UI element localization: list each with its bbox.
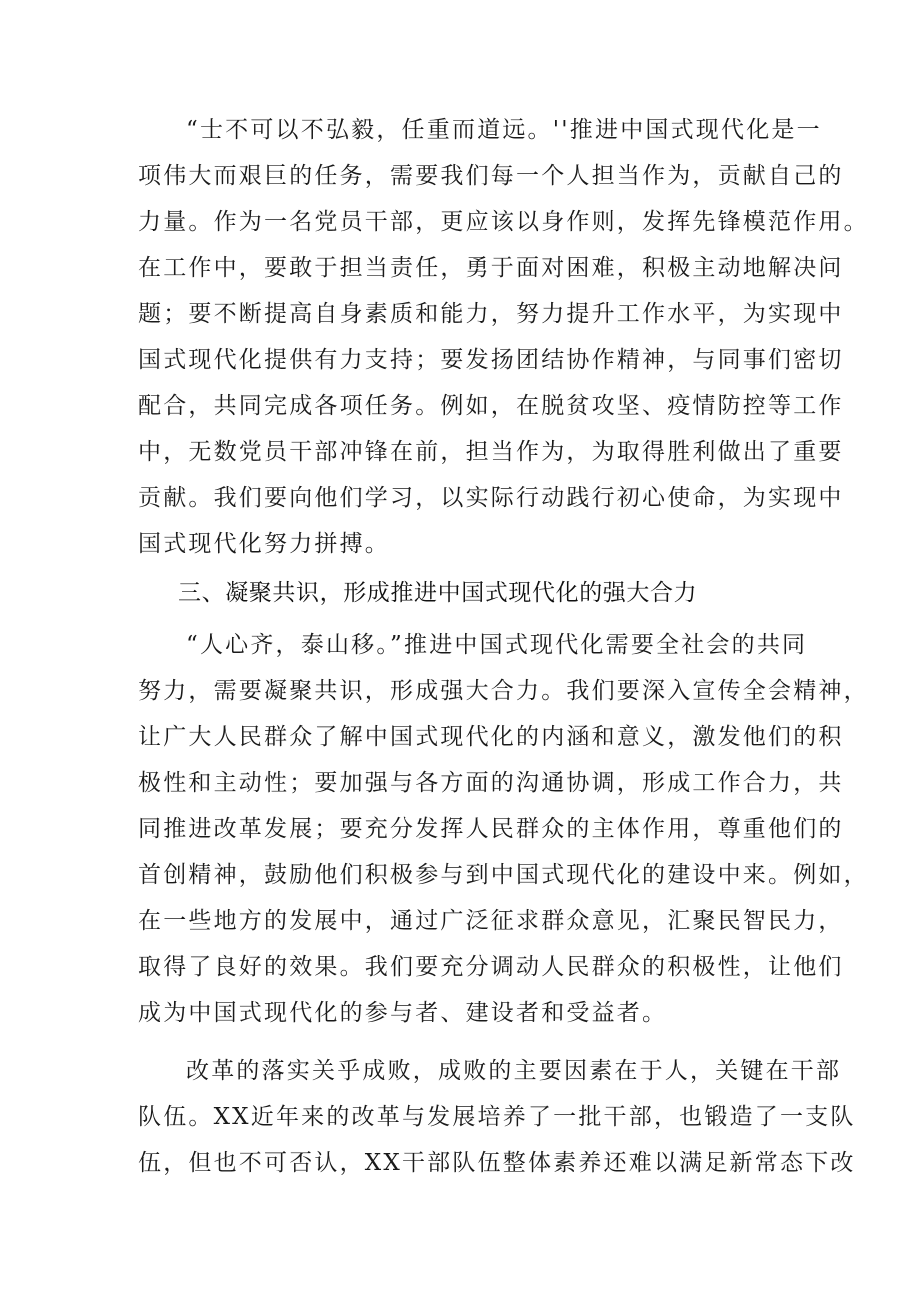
paragraph-2-line-7: 在一些地方的发展中，通过广泛征求群众意见，汇聚民智民力， (138, 908, 844, 934)
paragraph-1-line-3: 力量。作为一名党员干部，更应该以身作则，发挥先锋模范作用。 (138, 209, 869, 235)
paragraph-2-line-4: 极性和主动性；要加强与各方面的沟通协调，形成工作合力，共 (138, 770, 844, 796)
paragraph-2-line-3: 让广大人民群众了解中国式现代化的内涵和意义，激发他们的积 (138, 724, 844, 750)
paragraph-2-line-9: 成为中国式现代化的参与者、建设者和受益者。 (138, 1000, 668, 1026)
paragraph-1-line-10: 国式现代化努力拼搏。 (138, 531, 390, 557)
paragraph-2-line-1: “人心齐，泰山移。”推进中国式现代化需要全社会的共同 (186, 632, 808, 658)
paragraph-2-line-6: 首创精神，鼓励他们积极参与到中国式现代化的建设中来。例如， (138, 862, 869, 888)
paragraph-1-line-1: “士不可以不弘毅，任重而道远。''推进中国式现代化是一 (186, 117, 822, 143)
paragraph-1-line-4: 在工作中，要敢于担当责任，勇于面对困难，积极主动地解决问 (138, 255, 844, 281)
section-3-heading: 三、凝聚共识，形成推进中国式现代化的强大合力 (178, 580, 698, 606)
paragraph-2-line-8: 取得了良好的效果。我们要充分调动人民群众的积极性，让他们 (138, 954, 844, 980)
paragraph-3-line-2: 队伍。XX近年来的改革与发展培养了一批干部，也锻造了一支队 (138, 1104, 856, 1130)
paragraph-1-line-2: 项伟大而艰巨的任务，需要我们每一个人担当作为，贡献自己的 (138, 163, 844, 189)
paragraph-1-line-8: 中，无数党员干部冲锋在前，担当作为，为取得胜利做出了重要 (138, 439, 844, 465)
paragraph-2-line-5: 同推进改革发展；要充分发挥人民群众的主体作用，尊重他们的 (138, 816, 844, 842)
paragraph-1-line-6: 国式现代化提供有力支持；要发扬团结协作精神，与同事们密切 (138, 347, 844, 373)
paragraph-1-line-9: 贡献。我们要向他们学习，以实际行动践行初心使命，为实现中 (138, 485, 844, 511)
paragraph-1-line-5: 题；要不断提高自身素质和能力，努力提升工作水平，为实现中 (138, 301, 844, 327)
paragraph-3-line-3: 伍，但也不可否认，XX干部队伍整体素养还难以满足新常态下改 (138, 1150, 856, 1176)
paragraph-2-line-2: 努力，需要凝聚共识，形成强大合力。我们要深入宣传全会精神， (138, 678, 869, 704)
paragraph-1-line-7: 配合，共同完成各项任务。例如，在脱贫攻坚、疫情防控等工作 (138, 393, 844, 419)
paragraph-3-line-1: 改革的落实关乎成败，成败的主要因素在于人，关键在干部 (186, 1058, 842, 1084)
